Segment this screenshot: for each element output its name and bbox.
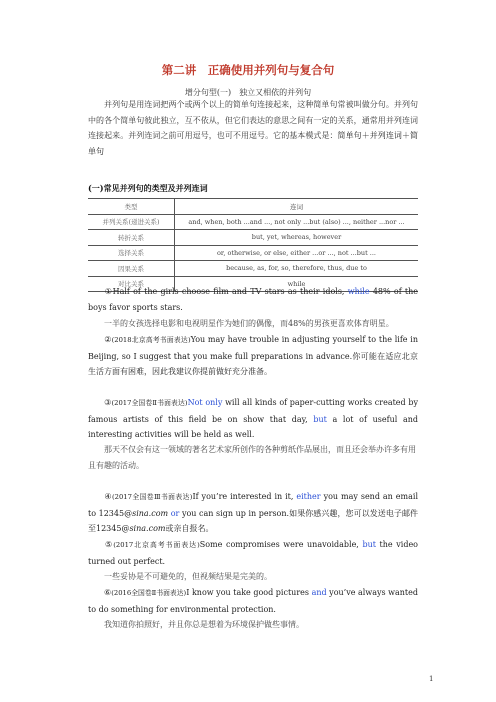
conjunction-highlight: and	[311, 588, 327, 597]
example-5: ⑤(2017北京高考书面表达)Some compromises were unavoidable, but the video turned out perfect.	[88, 540, 418, 566]
table-cell-type: 转折关系	[88, 230, 175, 246]
example-source: (2016全国卷Ⅱ书面表达)	[111, 589, 187, 597]
conjunction-highlight: Not	[187, 398, 203, 407]
table-cell-conj: because, as, for, so, therefore, thus, due to	[175, 261, 419, 277]
table-row	[88, 230, 418, 246]
example-source: (2017全国卷Ⅲ书面表达)	[112, 493, 193, 501]
table-header-conj: 连词	[175, 199, 419, 215]
conjunction-highlight: or	[170, 508, 180, 518]
section-heading: (一)常见并列句的类型及并列连词	[88, 183, 208, 193]
example-1-translation: 一半的女孩选择电影和电视明星作为她们的偶像，而48%的男孩更喜欢体育明星。	[104, 319, 394, 328]
table-cell-type: 选择关系	[88, 245, 175, 261]
example-6: ⑥(2016全国卷Ⅱ书面表达)I know you take good pictures and you’ve always wanted to do something for environmental protection.	[88, 588, 418, 614]
table-row	[88, 214, 418, 230]
intro-paragraph	[88, 97, 418, 159]
example-1: ①Half of the girls choose film and TV stars as their idols, while 48% of the boys favor sports stars.	[88, 287, 419, 312]
example-4: ④(2017全国卷Ⅲ书面表达)If you’re interested in it, either you may send an email to 12345@sina.com or you can sign up in person.如果你感兴趣，您可以发送电子邮件至12345@sina.com或亲自报名。	[88, 492, 419, 533]
table-cell-conj: but, yet, whereas, however	[175, 230, 419, 246]
table-row	[88, 245, 418, 261]
example-3-translation: 那天不仅会有这一领域的著名艺术家所创作的各种剪纸作品展出，而且还会举办许多有用且有趣的活动。	[88, 445, 416, 470]
table-cell-type: 对比关系	[88, 276, 175, 292]
example-6-translation: 我知道你拍照好，并且你总是想着为环境保护做些事情。	[104, 620, 304, 629]
table-cell-conj: or, otherwise, or else, either ...or ..., not ...but ...	[175, 245, 419, 261]
example-3: ③(2017全国卷Ⅱ书面表达)Not only will all kinds of paper-cutting works created by famous artists of this field be on show that day, but a lot of useful and interesting activities will be held as well.	[88, 398, 418, 439]
page-title: 第二讲 正确使用并列句与复合句	[161, 63, 335, 77]
conjunction-highlight: only	[205, 398, 223, 407]
table-cell-conj: while	[175, 276, 419, 292]
conjunction-highlight: but	[313, 414, 327, 424]
example-2: ②(2018北京高考书面表达)You may have trouble in adjusting yourself to the life in Beijing, so I suggest that you make full preparations in advance.你可能在适应北京生活方面有困难，因此我建议你提前做好充分准备。	[88, 335, 419, 376]
table-cell-type: 并列关系(递进关系)	[88, 214, 175, 230]
table-cell-conj: and, when, both ...and ..., not only ...but (also) ..., neither ...nor ...	[175, 214, 419, 230]
intro-text: 并列句是用连词把两个或两个以上的简单句连接起来，这种简单句常被叫做分句。并列句中的各个简单句彼此独立，互不依从，但它们表达的意思之间有一定的关系，通常用并列连词连接起来。并列连词之前可用逗号，也可不用逗号。它的基本模式是：	[88, 100, 418, 140]
table-cell-type: 因果关系	[88, 261, 175, 277]
table-header-type: 类型	[88, 199, 175, 215]
table-row	[88, 261, 418, 277]
page-subtitle: 增分句型(一) 独立又相依的并列句	[184, 88, 312, 97]
page-number: 1	[429, 675, 434, 683]
example-5-translation: 一些妥协是不可避免的，但视频结果是完美的。	[104, 572, 272, 581]
conjunction-highlight: either	[296, 492, 321, 501]
conjunction-table	[88, 198, 418, 292]
table-header-row	[88, 199, 418, 215]
example-source: (2018北京高考书面表达)	[111, 336, 191, 344]
example-source: (2017全国卷Ⅱ书面表达)	[111, 399, 188, 407]
conjunction-highlight: while	[347, 287, 370, 296]
intro-pattern: 简单句＋并列连词＋简单句	[88, 131, 418, 156]
conjunction-highlight: but	[362, 540, 376, 549]
example-source: (2017北京高考书面表达)	[113, 541, 200, 549]
